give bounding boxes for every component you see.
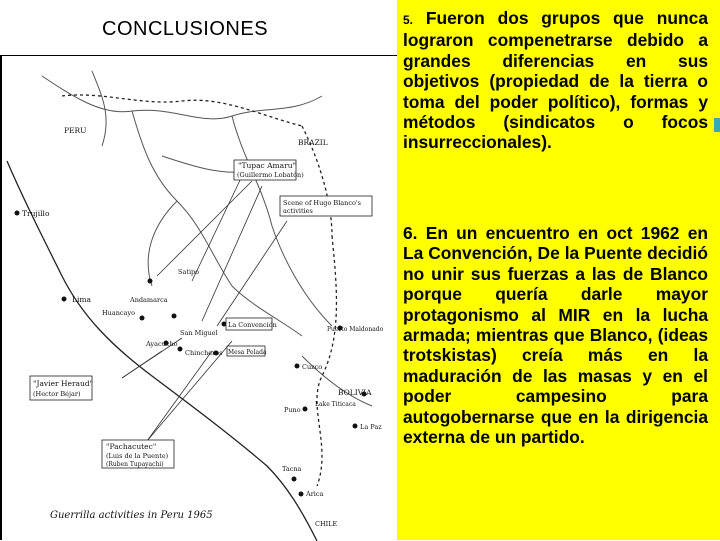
point-6: 6. En un encuentro en oct 1962 en La Convención, De la Puente decidió no unir sus fuerzas a las de Blanco porque quería darle mayor protagonismo al MIR en la lucha armada; mientras que Blanco, (ideas trotskistas) creía más en la maduración de las masas y en el poder campesino para autogobernarse que en la dirigencia externa de un partido. <box>403 223 708 448</box>
map-label-tupayachi: (Ruben Tupayachi) <box>106 461 164 468</box>
town-dot <box>303 407 308 412</box>
arrow <box>202 186 262 321</box>
town-dot <box>148 279 153 284</box>
point-5-number: 5. <box>403 13 414 27</box>
river <box>92 71 106 146</box>
map-label-tupac-amaru: "Tupac Amaru" <box>238 161 297 170</box>
map-label-lobaton: (Guillermo Lobatón) <box>237 171 304 179</box>
town-dot <box>62 297 67 302</box>
map-label-javier: "Javier Heraud" <box>33 379 94 388</box>
town-dot <box>172 314 177 319</box>
map-drawing <box>2 56 399 541</box>
map-label-satipo: Satipo <box>178 268 200 276</box>
map-label-huancayo: Huancayo <box>102 309 136 317</box>
point-5-text: Fueron dos grupos que nunca lograron compenetrarse debido a grandes diferencias en sus objetivos (propiedad de la tierra o toma del poder político), formas y métodos (sindicatos o focos insurreccionales). <box>403 8 708 153</box>
map-label-pachacutec: "Pachacutec" <box>106 442 157 451</box>
map-label-bolivia: BOLIVIA <box>338 388 372 397</box>
map-label-trujillo: Trujillo <box>22 209 50 218</box>
guerrilla-map <box>0 55 397 540</box>
map-label-ayacucho: Ayacucho <box>146 340 178 348</box>
map-label-sanmiguel: San Miguel <box>180 329 218 337</box>
map-label-cuzco: Cuzco <box>302 363 323 371</box>
map-label-andamarca: Andamarca <box>130 296 168 304</box>
river <box>148 201 177 286</box>
border <box>317 236 336 486</box>
page-title: CONCLUSIONES <box>102 18 269 40</box>
map-label-lapaz: La Paz <box>360 423 382 431</box>
river <box>232 116 332 326</box>
town-dot <box>292 477 297 482</box>
map-label-brazil: BRAZIL <box>298 138 328 147</box>
map-caption: Guerrilla activities in Peru 1965 <box>50 510 213 521</box>
accent-marker <box>714 118 720 132</box>
map-label-madre: Puerto Maldonado <box>327 326 384 333</box>
map-label-blanco-activities: activities <box>283 207 313 215</box>
map-label-blanco: Scene of Hugo Blanco's <box>283 199 362 207</box>
map-label-titicaca: Lake Titicaca <box>315 401 356 408</box>
town-dot <box>140 316 145 321</box>
town-dot <box>295 364 300 369</box>
map-label-peru: PERU <box>64 126 87 135</box>
map-label-chile: CHILE <box>315 520 338 528</box>
map-label-convencion: La Convención <box>228 321 277 329</box>
town-dot <box>353 424 358 429</box>
map-label-bejar: (Hector Béjar) <box>33 390 81 398</box>
point-5 <box>403 8 708 153</box>
map-label-arica: Arica <box>306 490 324 498</box>
map-label-tacna: Tacna <box>282 465 302 473</box>
text-panel <box>397 0 720 540</box>
town-dot <box>15 211 20 216</box>
river <box>132 111 232 286</box>
map-label-puente: (Luis de la Puente) <box>106 452 169 460</box>
river <box>42 76 322 119</box>
map-label-mesapelada: Mesa Pelada <box>228 349 267 356</box>
arrow <box>217 221 287 326</box>
map-label-lima: Lima <box>72 295 91 304</box>
arrow <box>147 351 212 441</box>
arrow <box>192 176 242 281</box>
town-dot <box>299 492 304 497</box>
map-label-puno: Puno <box>284 406 301 414</box>
town-dot <box>178 347 183 352</box>
map-label-chincheros: Chincheros <box>185 349 223 357</box>
